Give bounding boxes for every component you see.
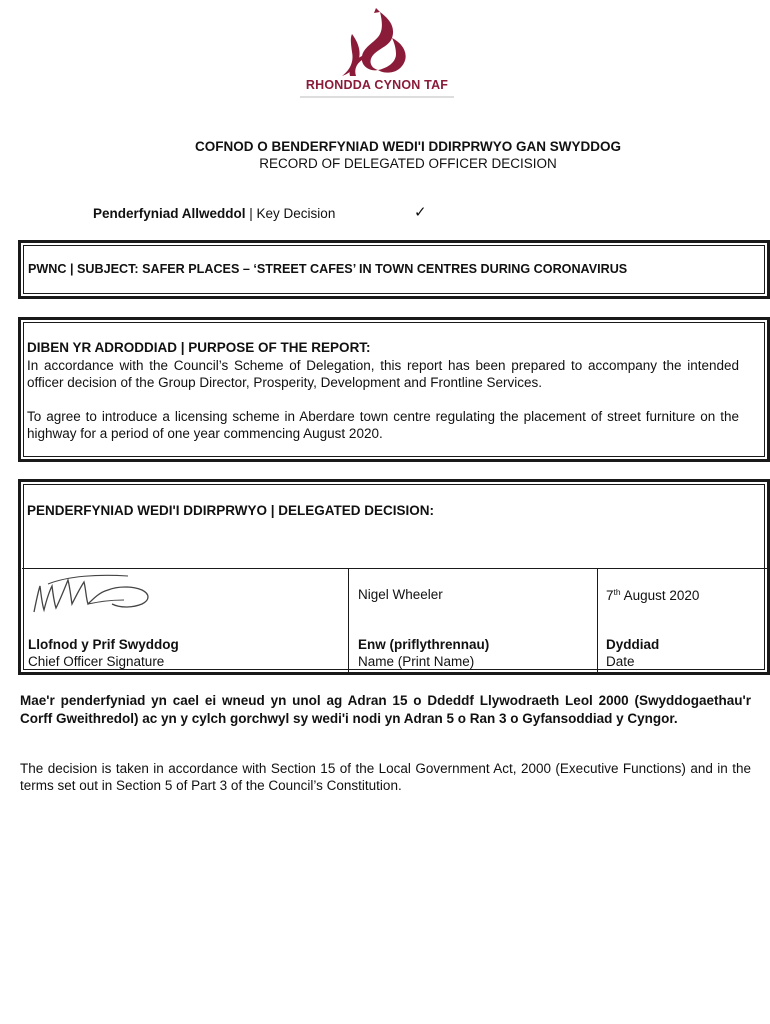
column-divider-2: [597, 568, 598, 672]
decision-date: [606, 587, 699, 603]
key-decision-label: [93, 206, 335, 221]
date-label-english: Date: [606, 654, 635, 669]
subject-text: PWNC | SUBJECT: SAFER PLACES – ‘STREET CAFES’ IN TOWN CENTRES DURING CORONAVIRUS: [28, 262, 628, 276]
date-day: 7: [606, 588, 614, 603]
purpose-paragraph-2: To agree to introduce a licensing scheme in Aberdare town centre regulating the placement of street furniture on the highway for a period of one year commencing August 2020.: [27, 409, 739, 441]
officer-name: Nigel Wheeler: [358, 587, 443, 602]
check-icon: ✓: [414, 203, 427, 221]
date-month-year: August 2020: [620, 588, 700, 603]
date-suffix: th: [613, 587, 621, 597]
purpose-heading: DIBEN YR ADRODDIAD | PURPOSE OF THE REPORT:: [27, 340, 371, 355]
column-divider-1: [348, 568, 349, 672]
legal-statement-english: The decision is taken in accordance with Section 15 of the Local Government Act, 2000 (Executive Functions) and in the terms set out in Section 5 of Part 3 of the Council’s Constitution.: [20, 761, 751, 793]
date-label-welsh: Dyddiad: [606, 637, 660, 652]
decision-heading: PENDERFYNIAD WEDI'I DDIRPRWYO | DELEGATED DECISION:: [27, 503, 435, 518]
key-decision-welsh: Penderfyniad Allweddol: [93, 206, 246, 221]
signature-image: [28, 572, 158, 623]
council-logo: [292, 4, 462, 108]
document-title-english: RECORD OF DELEGATED OFFICER DECISION: [259, 156, 557, 171]
name-label-english: Name (Print Name): [358, 654, 475, 669]
legal-statement-welsh: Mae'r penderfyniad yn cael ei wneud yn unol ag Adran 15 o Ddeddf Llywodraeth Leol 2000 (Swyddogaethau'r Corff Gweithredol) ac yn y cylch gorchwyl sy wedi'i nodi yn Adran 5 o Ran 3 o Gyfansoddiad y Cyngor.: [20, 693, 751, 726]
signature-row-divider: [22, 568, 768, 569]
signature-label-english: Chief Officer Signature: [28, 654, 165, 669]
purpose-paragraph-1: In accordance with the Council’s Scheme of Delegation, this report has been prepared to accompany the intended officer decision of the Group Director, Prosperity, Development and Frontline Services.: [27, 358, 739, 390]
logo-wordmark: RHONDDA CYNON TAF: [305, 78, 449, 92]
document-title-welsh: COFNOD O BENDERFYNIAD WEDI'I DDIRPRWYO GAN SWYDDOG: [195, 139, 621, 154]
dragon-icon: [292, 4, 462, 108]
key-decision-english: | Key Decision: [245, 206, 336, 221]
name-label-welsh: Enw (priflythrennau): [358, 637, 490, 652]
signature-label-welsh: Llofnod y Prif Swyddog: [28, 637, 179, 652]
